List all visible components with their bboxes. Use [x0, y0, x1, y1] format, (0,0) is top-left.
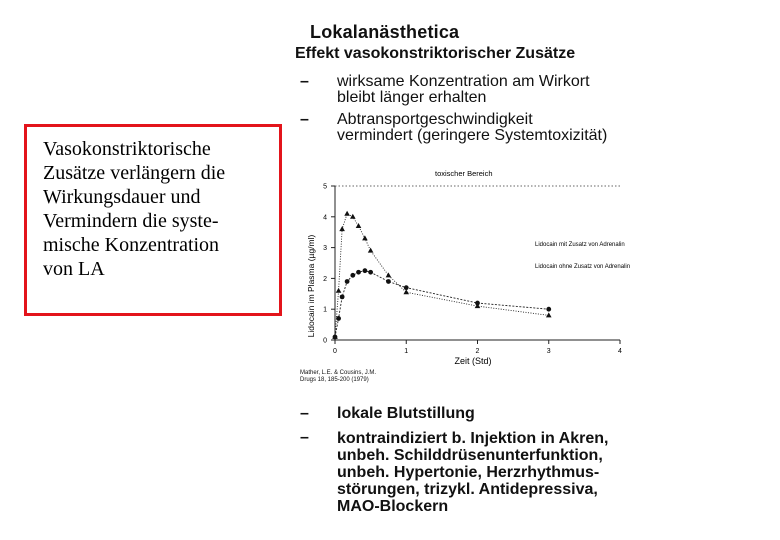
bullet-dash: –: [300, 405, 309, 422]
bullet-item: [300, 430, 770, 526]
reference-line-label: toxischer Bereich: [435, 169, 493, 178]
y-tick-label: 3: [323, 245, 327, 253]
y-tick-label: 4: [323, 214, 327, 222]
y-tick-label: 1: [323, 306, 327, 314]
y-tick-label: 2: [323, 275, 327, 283]
summary-text: Vasokonstriktorische Zusätze verlängern die Wirkungsdauer und Vermindern die syste- mische Konzentration von LA: [43, 138, 226, 280]
series-line-2: [335, 214, 549, 337]
bullet-dash: –: [300, 429, 309, 446]
data-point-circle: [386, 279, 391, 284]
x-tick-label: 0: [333, 348, 337, 355]
bullet-text: wirksame Konzentration am Wirkort bleibt länger erhalten: [337, 73, 590, 106]
x-axis-label: Zeit (Std): [454, 356, 492, 366]
bullet-text: lokale Blutstillung: [337, 405, 475, 422]
y-tick-label: 0: [323, 337, 327, 345]
legend: [535, 242, 630, 270]
data-point-triangle: [403, 289, 409, 294]
x-tick-label: 2: [475, 348, 480, 355]
series-line-1: [335, 271, 549, 337]
y-axis-label: Lidocain im Plasma (µg/ml): [306, 234, 316, 338]
data-point-triangle: [368, 248, 374, 253]
data-point-triangle: [339, 226, 345, 231]
bullet-item: [300, 74, 770, 114]
data-point-triangle: [350, 214, 356, 219]
citation: Mather, L.E. & Cousins, J.M. Drugs 18, 185-200 (1979): [300, 370, 377, 383]
legend-label-series-1: Lidocain mit Zusatz von Adrenalin: [535, 242, 625, 248]
x-tick-label: 3: [546, 348, 551, 355]
data-point-circle: [345, 279, 350, 284]
bullet-text: Abtransportgeschwindigkeit vermindert (geringere Systemtoxizität): [337, 111, 608, 144]
data-point-triangle: [362, 235, 368, 240]
bullet-text: kontraindiziert b. Injektion in Akren, unbeh. Schilddrüsenunterfunktion, unbeh. Hypertonie, Herzrhythmus- störungen, trizykl. Antidepressiva, MAO-Blockern: [337, 430, 609, 515]
plasma-concentration-chart: [295, 168, 640, 388]
data-point-circle: [363, 268, 368, 273]
bullet-item: [300, 112, 770, 152]
data-point-circle: [340, 294, 345, 299]
data-point-triangle: [546, 312, 552, 317]
x-tick-label: 1: [404, 348, 409, 355]
y-tick-label: 5: [323, 183, 327, 191]
data-point-triangle: [386, 272, 392, 277]
slide-title: Lokalanästhetica: [310, 22, 460, 42]
x-tick-label: 4: [618, 348, 622, 355]
data-point-circle: [356, 270, 361, 275]
scanned-slide: [285, 18, 765, 528]
bullet-dash: –: [300, 73, 309, 90]
data-point-circle: [350, 273, 355, 278]
data-point-triangle: [344, 211, 350, 216]
data-point-triangle: [356, 223, 362, 228]
legend-label-series-2: Lidocain ohne Zusatz von Adrenalin: [535, 264, 631, 270]
data-point-circle: [368, 270, 373, 275]
data-point-triangle: [336, 288, 342, 293]
bullet-item: [300, 406, 770, 428]
summary-callout: [24, 124, 282, 316]
data-point-circle: [546, 307, 551, 312]
bullet-dash: –: [300, 111, 309, 128]
slide-subtitle: Effekt vasokonstriktorischer Zusätze: [295, 45, 576, 62]
